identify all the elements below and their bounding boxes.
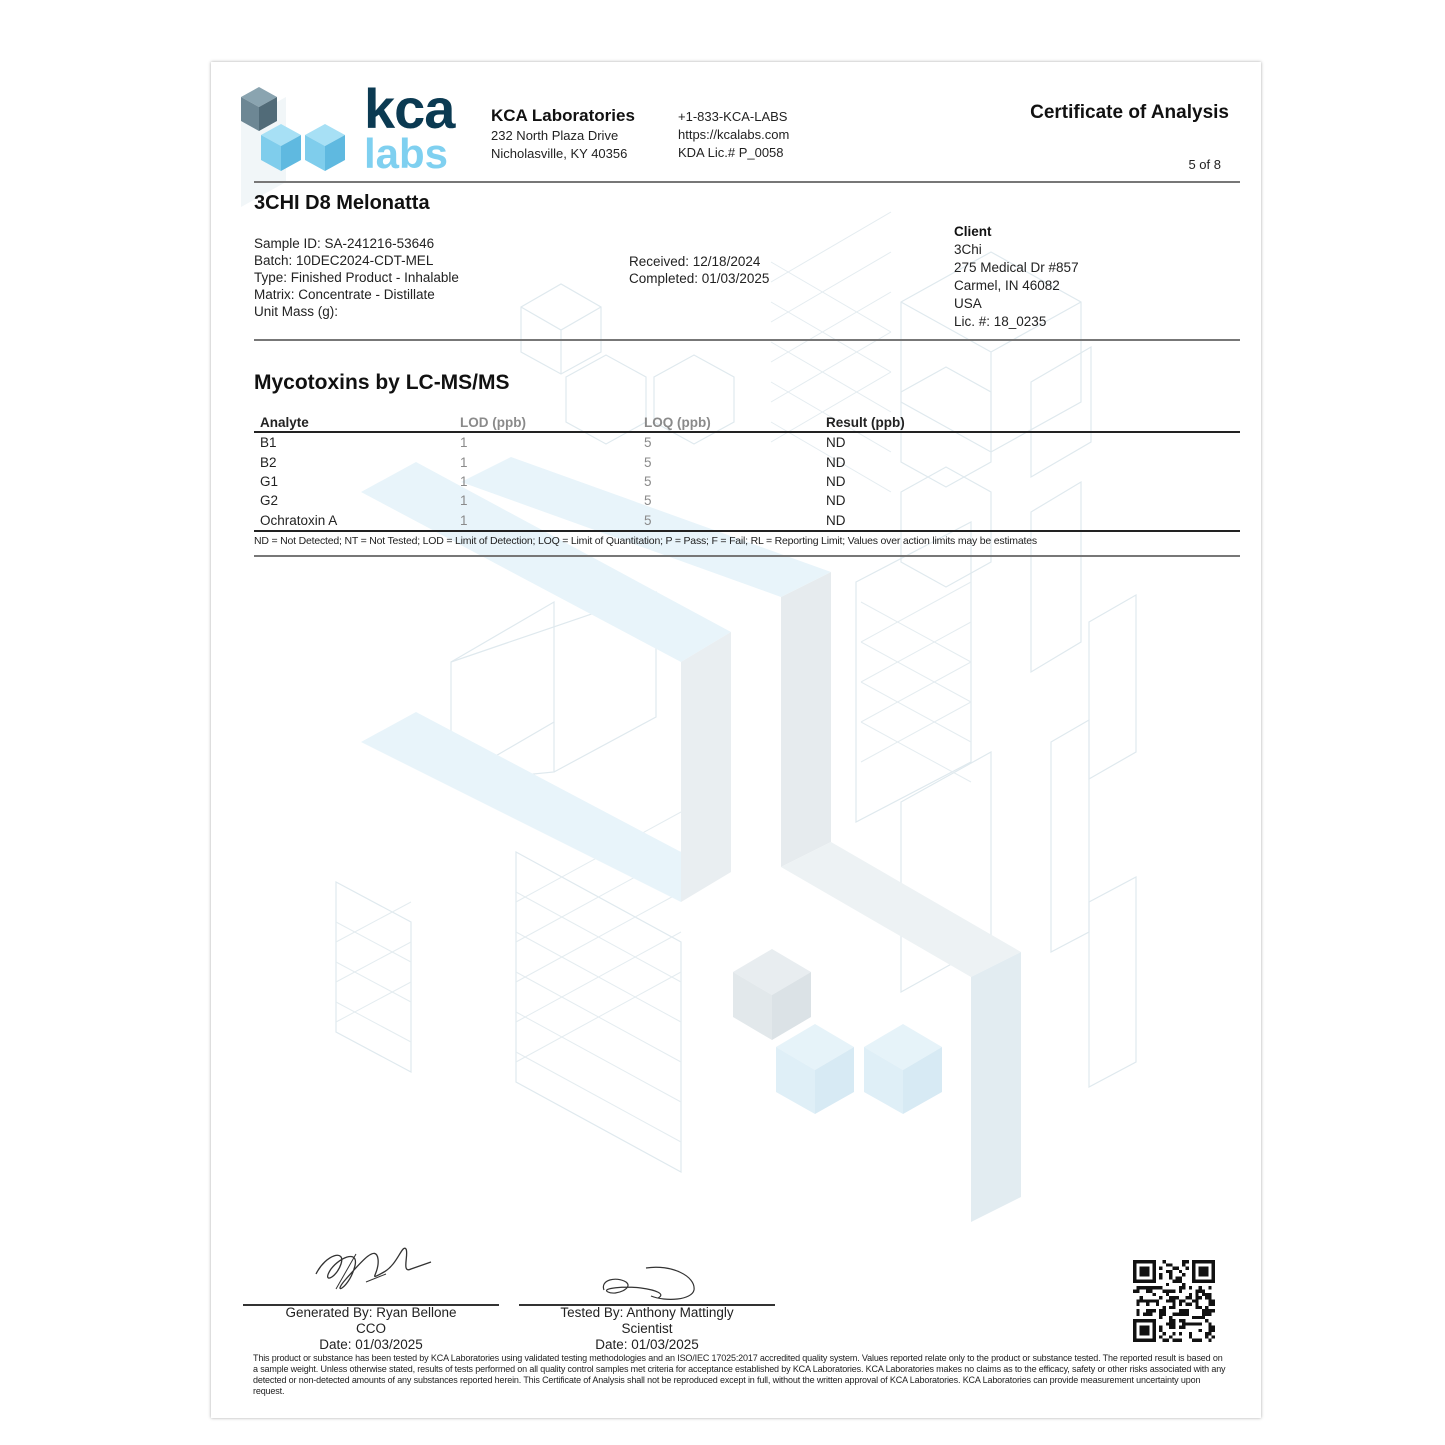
column-header-result: Result (ppb) [820, 411, 1240, 432]
lab-address [491, 127, 627, 163]
sample-details [254, 235, 459, 320]
lod-cell: 1 [460, 493, 468, 509]
sample-id: Sample ID: SA-241216-53646 [254, 236, 435, 251]
tested-by-block [519, 1305, 775, 1353]
lod-cell: 1 [460, 454, 468, 470]
column-header-analyte: Analyte [254, 411, 454, 432]
result-cell: ND [826, 473, 846, 489]
client-city: Carmel, IN 46082 [954, 278, 1060, 293]
lod-cell: 1 [460, 435, 468, 451]
analyte-cell: Ochratoxin A [254, 511, 454, 531]
logo-wordmark-labs: labs [364, 130, 449, 177]
client-country: USA [954, 296, 982, 311]
document-title: Certificate of Analysis [1030, 102, 1229, 123]
generated-by-name: Generated By: Ryan Bellone [285, 1305, 457, 1320]
table-row [254, 432, 1240, 452]
result-cell: ND [826, 493, 846, 509]
column-header-lod: LOD (ppb) [454, 411, 638, 432]
client-license: Lic. #: 18_0235 [954, 314, 1047, 329]
results-table [254, 411, 1240, 532]
loq-cell: 5 [638, 511, 820, 531]
client-name: 3Chi [954, 242, 982, 257]
lod-cell: 1 [460, 473, 468, 489]
logo-cubes-icon [239, 87, 359, 177]
lab-address-line1: 232 North Plaza Drive [491, 128, 619, 143]
table-row [254, 511, 1240, 531]
tested-by-date: Date: 01/03/2025 [595, 1337, 699, 1352]
kca-labs-logo [239, 77, 469, 177]
signature-anthony-mattingly [596, 1258, 706, 1306]
lab-website: https://kcalabs.com [678, 127, 790, 142]
table-row [254, 491, 1240, 510]
result-cell: ND [820, 511, 1240, 531]
table-row [254, 452, 1240, 471]
client-label: Client [954, 224, 992, 239]
analyte-cell: B1 [260, 435, 277, 451]
abbreviation-legend: ND = Not Detected; NT = Not Tested; LOD = Limit of Detection; LOQ = Limit of Quantitation; P = Pass; F = Fail; RL = Reporting Limit; Values over action limits may be estimates [254, 535, 1037, 547]
column-header-loq: LOQ (ppb) [638, 411, 820, 432]
unit-mass: Unit Mass (g): [254, 304, 339, 319]
batch: Batch: 10DEC2024-CDT-MEL [254, 253, 434, 268]
loq-cell: 5 [644, 493, 652, 509]
analyte-cell: B2 [260, 454, 277, 470]
received-date: Received: 12/18/2024 [629, 254, 761, 269]
result-cell: ND [826, 454, 846, 470]
header-divider [254, 181, 1240, 183]
lab-license: KDA Lic.# P_0058 [678, 145, 784, 160]
client-info [954, 223, 1079, 331]
table-row [254, 472, 1240, 491]
generated-by-block [243, 1305, 499, 1353]
coa-page [211, 62, 1261, 1418]
analyte-cell: G2 [260, 493, 279, 509]
product-name: 3CHI D8 Melonatta [254, 192, 430, 214]
section-title: Mycotoxins by LC-MS/MS [254, 371, 510, 394]
product-type: Type: Finished Product - Inhalable [254, 270, 459, 285]
logo-wordmark-kca: kca [364, 77, 455, 140]
loq-cell: 5 [644, 435, 652, 451]
matrix: Matrix: Concentrate - Distillate [254, 287, 435, 302]
result-cell: ND [826, 435, 846, 451]
completed-date: Completed: 01/03/2025 [629, 271, 770, 286]
lab-contact [678, 108, 789, 162]
table-header-row [254, 411, 1240, 432]
sample-dates [629, 253, 769, 287]
lab-name: KCA Laboratories [491, 106, 635, 125]
loq-cell: 5 [644, 473, 652, 489]
lab-address-line2: Nicholasville, KY 40356 [491, 146, 628, 161]
details-divider [254, 339, 1240, 341]
signature-ryan-bellone [306, 1234, 446, 1304]
tested-by-title: Scientist [621, 1321, 673, 1336]
client-street: 275 Medical Dr #857 [954, 260, 1079, 275]
lab-phone: +1-833-KCA-LABS [678, 109, 788, 124]
tested-by-name: Tested By: Anthony Mattingly [560, 1305, 734, 1320]
lod-cell: 1 [454, 511, 638, 531]
qr-code-icon[interactable] [1133, 1260, 1215, 1342]
generated-by-title: CCO [356, 1321, 386, 1336]
disclaimer-text: This product or substance has been tested by KCA Laboratories using validated testing methodologies and an ISO/IEC 17025:2017 accredited quality system. Values reported relate only to the product or substance tested. The reported result is based on a sample weight. Unless otherwise stated, results of tests performed on all quality control samples met criteria for acceptance established by KCA Laboratories. KCA Laboratories makes no claims as to the efficacy, safety or other risks associated with any detected or non-detected amounts of any substances reported herein. This Certificate of Analysis shall not be reproduced except in full, without the written approval of KCA Laboratories. KCA Laboratories can provide measurement uncertainty upon request. [253, 1353, 1226, 1396]
loq-cell: 5 [644, 454, 652, 470]
legend-divider [254, 555, 1240, 557]
analyte-cell: G1 [260, 473, 279, 489]
generated-by-date: Date: 01/03/2025 [319, 1337, 423, 1352]
page-number: 5 of 8 [1188, 157, 1221, 172]
